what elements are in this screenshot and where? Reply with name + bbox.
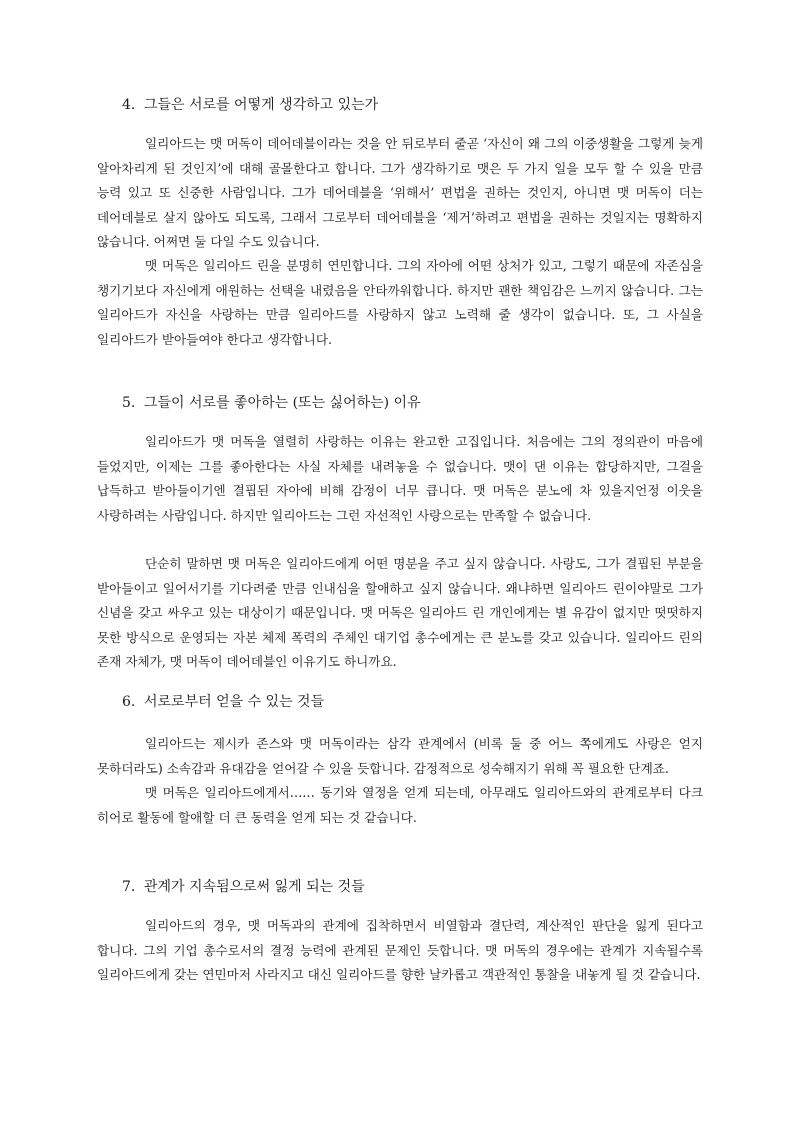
paragraph: 맷 머독은 일리아드 린을 분명히 연민합니다. 그의 자아에 어떤 상처가 있고, 그렇기 때문에 자존심을 챙기기보다 자신에게 애원하는 선택을 내렸음을 안타까워합니다. 하지만 괜한 책임감은 느끼지 않습니다. 그는 일리아드가 자신을 사랑하는 만큼 일리아드를 사랑하지 않고 노력해 줄 생각이 없습니다. 또, 그 사실을 일리아드가 받아들여야 한다고 생각합니다. [97, 258, 703, 347]
section-title: 관계가 지속됨으로써 잃게 되는 것들 [144, 879, 365, 895]
section-heading [122, 693, 324, 711]
section-number: 5. [122, 395, 136, 411]
paragraph: 일리아드는 맷 머독이 데어데블이라는 것을 안 뒤로부터 줄곧 ‘자신이 왜 그의 이중생활을 그렇게 늦게 알아차리게 된 것인지’에 대해 골몰한다고 합니다. 그가 생각하기로 맷은 두 가지 일을 모두 할 수 있을 만큼 능력 있고 또 신중한 사람입니다. 그가 데어데블을 ‘위해서’ 편법을 권하는 것인지, 아니면 맷 머독이 더는 데어데블로 살지 않아도 되도록, 그래서 그로부터 데어데블을 ‘제거’하려고 편법을 권하는 것일지는 명확하지 않습니다. 어쩌면 둘 다일 수도 있습니다. [97, 136, 703, 249]
section-title: 그들은 서로를 어떻게 생각하고 있는가 [144, 97, 379, 113]
section-heading [122, 394, 421, 412]
paragraph: 일리아드가 맷 머독을 열렬히 사랑하는 이유는 완고한 고집입니다. 처음에는 그의 정의관이 마음에 들었지만, 이제는 그를 좋아한다는 사실 자체를 내려놓을 수 없습니다. 맷이 댄 이유는 합당하지만, 그걸을 납득하고 받아들이기엔 결핍된 자아에 비해 감정이 너무 큽니다. 맷 머독은 분노에 차 있을지언정 이웃을 사랑하려는 사람입니다. 하지만 일리아드는 그런 자선적인 사랑으로는 만족할 수 없습니다. [97, 434, 703, 523]
section-heading [122, 878, 365, 896]
section-title: 그들이 서로를 좋아하는 (또는 싫어하는) 이유 [144, 395, 421, 411]
section-number: 4. [122, 97, 136, 113]
section-heading [122, 96, 378, 114]
paragraph: 단순히 말하면 맷 머독은 일리아드에게 어떤 명분을 주고 싶지 않습니다. 사랑도, 그가 결핍된 부분을 받아들이고 일어서기를 기다려줄 만큼 인내심을 할애하고 싶지 않습니다. 왜냐하면 일리아드 린이야말로 그가 신념을 갖고 싸우고 있는 대상이기 때문입니다. 맷 머독은 일리아드 린 개인에게는 별 유감이 없지만 떳떳하지 못한 방식으로 운영되는 자본 체제 폭력의 주체인 대기업 총수에게는 큰 분노를 갖고 있습니다. 일리아드 린의 존재 자체가, 맷 머독이 데어데블인 이유기도 하니까요. [97, 556, 703, 669]
section-title: 서로로부터 얻을 수 있는 것들 [144, 694, 325, 710]
paragraph: 일리아드의 경우, 맷 머독과의 관계에 집착하면서 비열함과 결단력, 계산적인 판단을 잃게 된다고 합니다. 그의 기업 총수로서의 결정 능력에 관계된 문제인 듯합니다. 맷 머독의 경우에는 관계가 지속될수록 일리아드에게 갖는 연민마저 사라지고 대신 일리아드를 향한 날카롭고 객관적인 통찰을 내놓게 될 것 같습니다. [97, 918, 703, 982]
paragraph: 일리아드는 제시카 존스와 맷 머독이라는 삼각 관계에서 (비록 둘 중 어느 쪽에게도 사랑은 얻지 못하더라도) 소속감과 유대감을 얻어갈 수 있을 듯합니다. 감정적으로 성숙해지기 위해 꼭 필요한 단계죠. [97, 736, 703, 776]
section-number: 6. [122, 694, 136, 710]
section-number: 7. [122, 879, 136, 895]
paragraph: 맷 머독은 일리아드에게서…… 동기와 열정을 얻게 되는데, 아무래도 일리아드와의 관계로부터 다크 히어로 활동에 할애할 더 큰 동력을 얻게 되는 것 같습니다. [97, 785, 703, 825]
